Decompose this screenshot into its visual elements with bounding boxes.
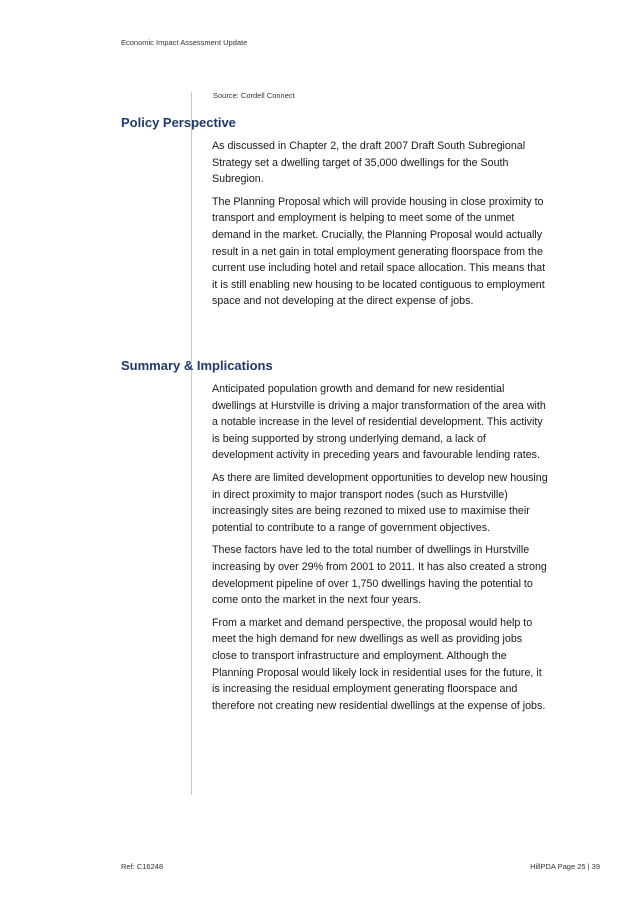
running-header: Economic Impact Assessment Update bbox=[121, 38, 248, 47]
margin-rule bbox=[191, 92, 192, 795]
paragraph: From a market and demand perspective, the proposal would help to meet the high demand for new dwellings as well as providing jobs close to transport infrastructure and employment. Although the Planning Proposal would likely lock in residential uses for the future, it is increasing the residual employment generating floorspace and therefore not creating new residential dwellings at the expense of jobs. bbox=[212, 616, 546, 712]
section-title-summary-implications: Summary & Implications bbox=[121, 358, 273, 373]
paragraph: The Planning Proposal which will provide housing in close proximity to transport and employment is helping to meet some of the unmet demand in the market. Crucially, the Planning Proposal would actually result in a net gain in total employment generating floorspace from the current use including hotel and retail space allocation. This means that it is still enabling new housing to be located contiguous to employment space and not developing at the direct expense of jobs. bbox=[212, 195, 546, 308]
paragraph: As discussed in Chapter 2, the draft 2007 Draft South Subregional Strategy set a dwelling target of 35,000 dwellings for the South Subregion. bbox=[212, 140, 526, 186]
footer-page-number: HillPDA Page 25 | 39 bbox=[530, 862, 600, 871]
paragraph: As there are limited development opportunities to develop new housing in direct proximity to major transport nodes (such as Hurstville) increasingly sites are being rezoned to mixed use to maximise their potential to contribute to a range of government objectives. bbox=[212, 471, 548, 534]
section-title-policy-perspective: Policy Perspective bbox=[121, 115, 236, 130]
source-note: Source: Cordell Connect bbox=[213, 91, 295, 100]
footer-reference: Ref: C16248 bbox=[121, 862, 164, 871]
section-body-summary-implications bbox=[212, 381, 548, 720]
paragraph: These factors have led to the total number of dwellings in Hurstville increasing by over 29% from 2001 to 2011. It has also created a strong development pipeline of over 1,750 dwellings having the potential to come onto the market in the next four years. bbox=[212, 544, 547, 607]
section-body-policy-perspective bbox=[212, 138, 548, 316]
paragraph: Anticipated population growth and demand for new residential dwellings at Hurstville is driving a major transformation of the area with a notable increase in the level of residential development. This activity is being supported by strong underlying demand, a lack of development activity in preceding years and favourable lending rates. bbox=[212, 383, 546, 462]
